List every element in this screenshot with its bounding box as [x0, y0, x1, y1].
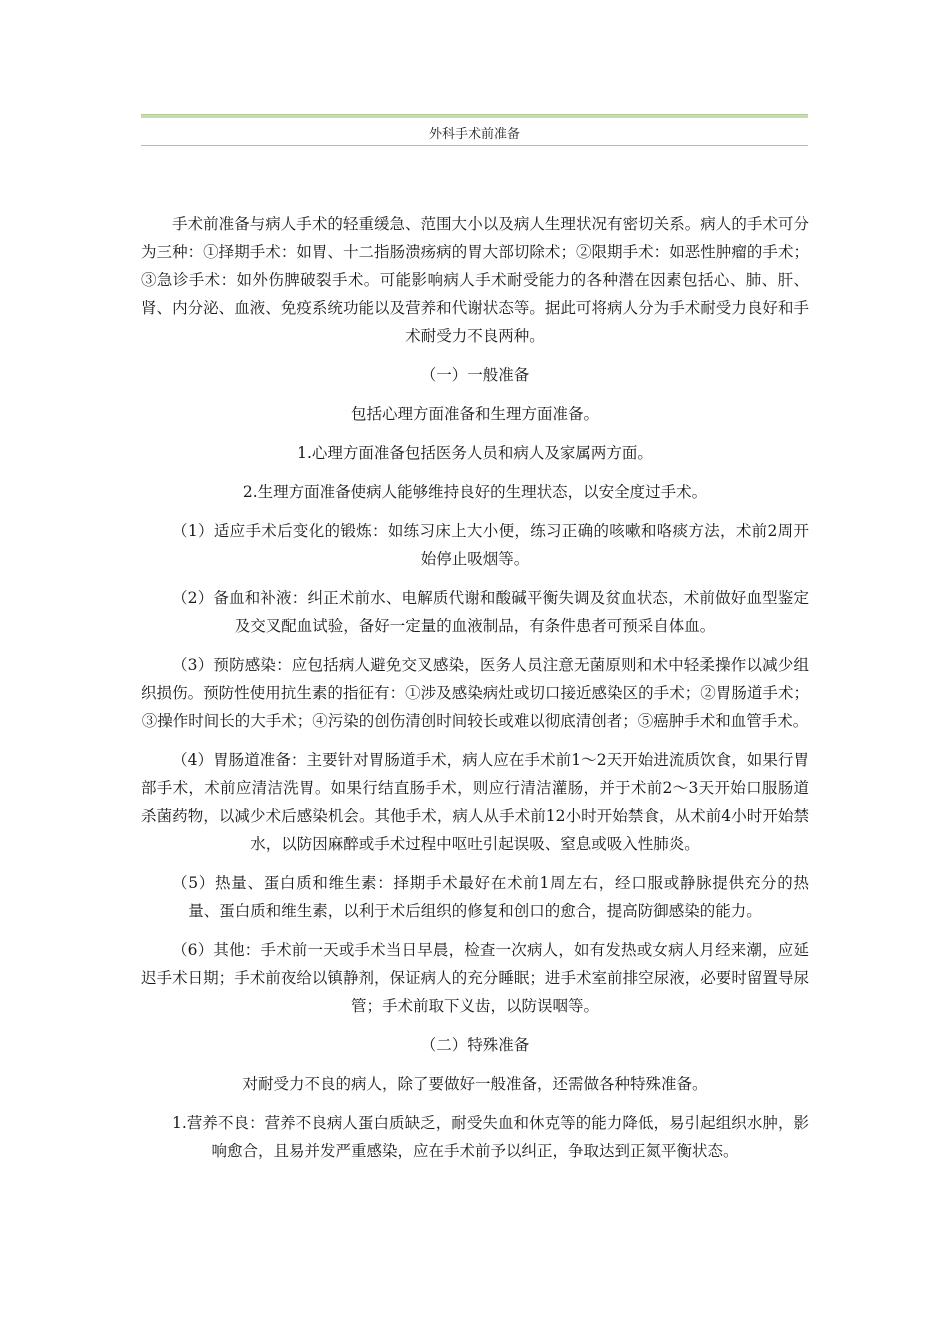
section-heading-special: （二）特殊准备 — [420, 1036, 530, 1054]
header-top-rule — [141, 114, 808, 118]
psych-prep-paragraph: 1.心理方面准备包括医务人员和病人及家属两方面。 — [297, 444, 653, 462]
section-heading-general: （一）一般准备 — [420, 366, 530, 384]
page-header — [141, 114, 808, 146]
item-nutrition: （5）热量、蛋白质和维生素：择期手术最好在术前1周左右，经口服或静脉提供充分的热量、蛋白质和维生素，以利于术后组织的修复和创口的愈合，提高防御感染的能力。 — [172, 874, 809, 920]
item-malnutrition: 1.营养不良：营养不良病人蛋白质缺乏，耐受失血和休克等的能力降低，易引起组织水肿，影响愈合，且易并发严重感染，应在手术前予以纠正，争取达到正氮平衡状态。 — [172, 1114, 809, 1160]
item-other: （6）其他：手术前一天或手术当日早晨，检查一次病人，如有发热或女病人月经来潮，应延迟手术日期；手术前夜给以镇静剂，保证病人的充分睡眠；进手术室前排空尿液，必要时留置导尿管；手术前取下义齿，以防误咽等。 — [141, 941, 809, 1015]
header-title: 外科手术前准备 — [428, 127, 520, 142]
special-summary: 对耐受力不良的病人，除了要做好一般准备，还需做各种特殊准备。 — [242, 1075, 708, 1093]
physio-prep-paragraph: 2.生理方面准备使病人能够维持良好的生理状态，以安全度过手术。 — [242, 483, 708, 501]
document-body — [141, 210, 809, 1176]
general-summary: 包括心理方面准备和生理方面准备。 — [350, 405, 599, 423]
header-bottom-rule — [141, 145, 808, 146]
item-blood-fluid: （2）备血和补液：纠正术前水、电解质代谢和酸碱平衡失调及贫血状态，术前做好血型鉴定及交叉配血试验，备好一定量的血液制品，有条件患者可预采自体血。 — [172, 589, 809, 635]
item-infection: （3）预防感染：应包括病人避免交叉感染，医务人员注意无菌原则和术中轻柔操作以减少组织损伤。预防性使用抗生素的指征有：①涉及感染病灶或切口接近感染区的手术；②胃肠道手术；③操作时间长的大手术；④污染的创伤清创时间较长或难以彻底清创者；⑤癌肿手术和血管手术。 — [141, 656, 809, 730]
item-gi-prep: （4）胃肠道准备：主要针对胃肠道手术，病人应在手术前1～2天开始进流质饮食，如果行胃部手术，术前应清洁洗胃。如果行结直肠手术，则应行清洁灌肠，并于术前2～3天开始口服肠道杀菌药物，以减少术后感染机会。其他手术，病人从手术前12小时开始禁食，从术前4小时开始禁水，以防因麻醉或手术过程中呕吐引起误吸、窒息或吸入性肺炎。 — [141, 751, 809, 853]
item-exercise: （1）适应手术后变化的锻炼：如练习床上大小便，练习正确的咳嗽和咯痰方法，术前2周开始停止吸烟等。 — [172, 522, 809, 568]
intro-paragraph: 手术前准备与病人手术的轻重缓急、范围大小以及病人生理状况有密切关系。病人的手术可分为三种：①择期手术：如胃、十二指肠溃疡病的胃大部切除术；②限期手术：如恶性肿瘤的手术；③急诊手术：如外伤脾破裂手术。可能影响病人手术耐受能力的各种潜在因素包括心、肺、肝、肾、内分泌、血液、免疫系统功能以及营养和代谢状态等。据此可将病人分为手术耐受力良好和手术耐受力不良两种。 — [141, 215, 809, 345]
